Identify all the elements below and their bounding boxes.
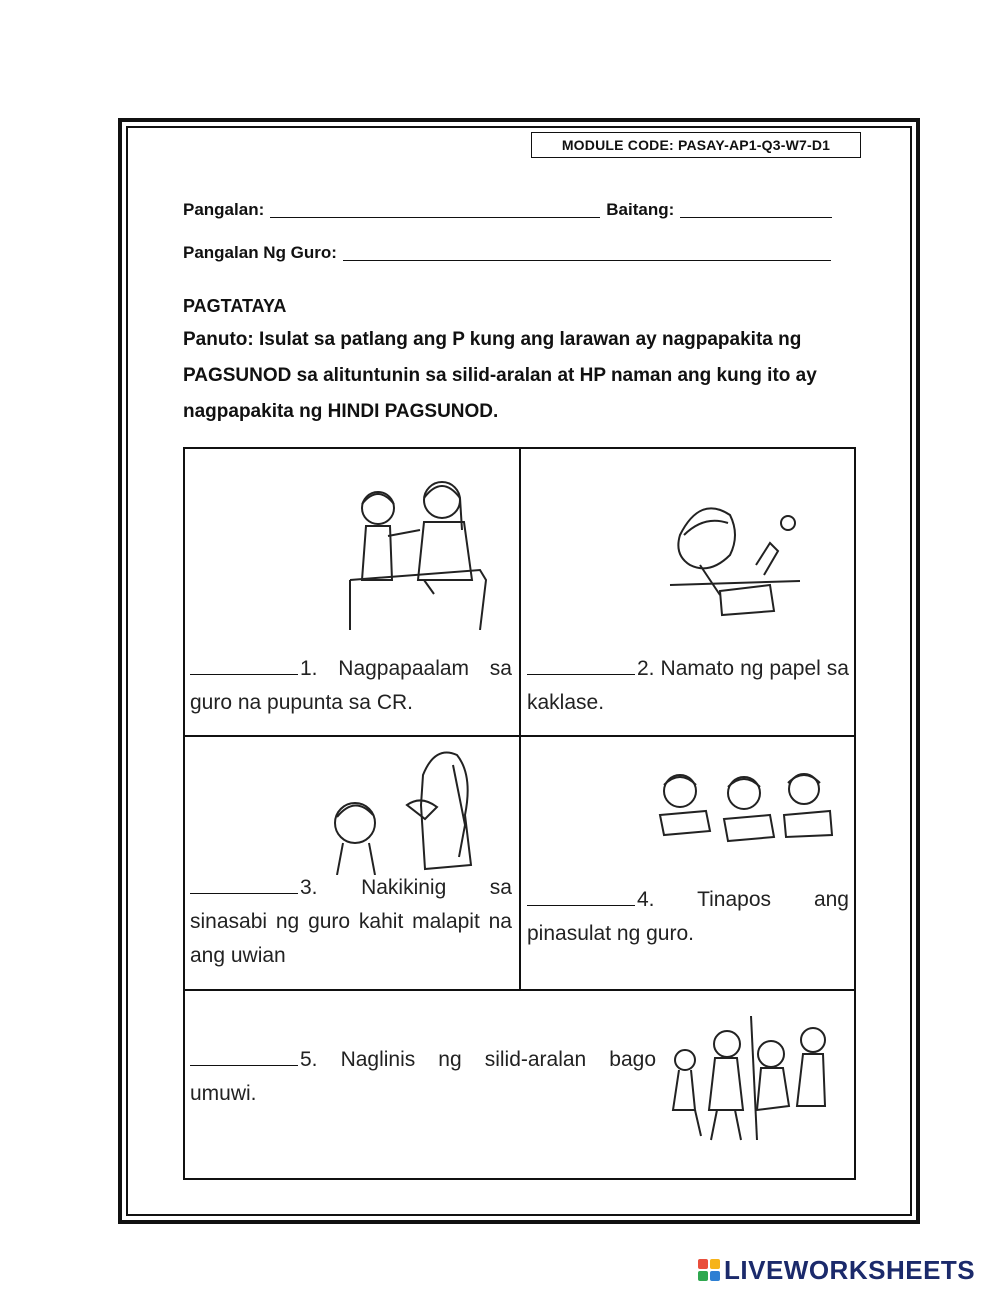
- answer-blank[interactable]: [190, 654, 298, 675]
- item-1: [190, 652, 512, 720]
- teacher-field[interactable]: [343, 244, 831, 261]
- item-text: Naglinis ng silid-aralan bago umuwi.: [190, 1048, 656, 1105]
- brand-square: [698, 1271, 708, 1281]
- instructions: Panuto: Isulat sa patlang ang P kung ang larawan ay nagpapakita ng PAGSUNOD sa alituntunin sa silid-aralan at HP naman ang kung ito ay nagpapakita ng HINDI PAGSUNOD.: [183, 329, 817, 422]
- module-code-box: MODULE CODE: PASAY-AP1-Q3-W7-D1: [531, 132, 861, 158]
- name-label: Pangalan:: [183, 200, 265, 219]
- table-divider: [519, 447, 521, 990]
- item-3: [190, 871, 512, 973]
- item-2: [527, 652, 849, 720]
- item-text: Nagpapaalam sa guro na pupunta sa CR.: [190, 657, 512, 714]
- item-text: Tinapos ang pinasulat ng guro.: [527, 888, 849, 945]
- liveworksheets-mark-icon: [698, 1259, 720, 1281]
- student-asking-teacher-illustration: [330, 470, 500, 630]
- item-4: [527, 883, 849, 951]
- liveworksheets-logo: [698, 1255, 975, 1285]
- table-divider: [183, 989, 856, 991]
- teacher-row: [183, 243, 837, 263]
- brand-square: [698, 1259, 708, 1269]
- grade-field[interactable]: [680, 201, 832, 218]
- item-5: [190, 1043, 656, 1111]
- answer-blank[interactable]: [190, 1045, 298, 1066]
- students-cleaning-illustration: [665, 1010, 840, 1145]
- student-throwing-paper-illustration: [660, 495, 830, 625]
- item-number: 2.: [637, 657, 655, 680]
- brand-text: LIVEWORKSHEETS: [724, 1254, 976, 1285]
- answer-blank[interactable]: [527, 885, 635, 906]
- item-number: 4.: [637, 888, 655, 911]
- brand-square: [710, 1271, 720, 1281]
- item-text: Namato ng papel sa kaklase.: [527, 657, 849, 714]
- answer-blank[interactable]: [190, 873, 298, 894]
- student-listening-illustration: [325, 745, 505, 875]
- name-grade-row: [183, 200, 838, 220]
- teacher-label: Pangalan Ng Guro:: [183, 243, 337, 262]
- item-number: 1.: [300, 657, 318, 680]
- brand-square: [710, 1259, 720, 1269]
- students-writing-illustration: [650, 765, 835, 865]
- item-number: 5.: [300, 1048, 318, 1071]
- answer-blank[interactable]: [527, 654, 635, 675]
- item-text: Nakikinig sa sinasabi ng guro kahit malapit na ang uwian: [190, 876, 512, 967]
- grade-label: Baitang:: [606, 200, 675, 219]
- name-field[interactable]: [270, 201, 600, 218]
- table-divider: [183, 735, 856, 737]
- section-title: PAGTATAYA: [183, 296, 287, 316]
- item-number: 3.: [300, 876, 318, 899]
